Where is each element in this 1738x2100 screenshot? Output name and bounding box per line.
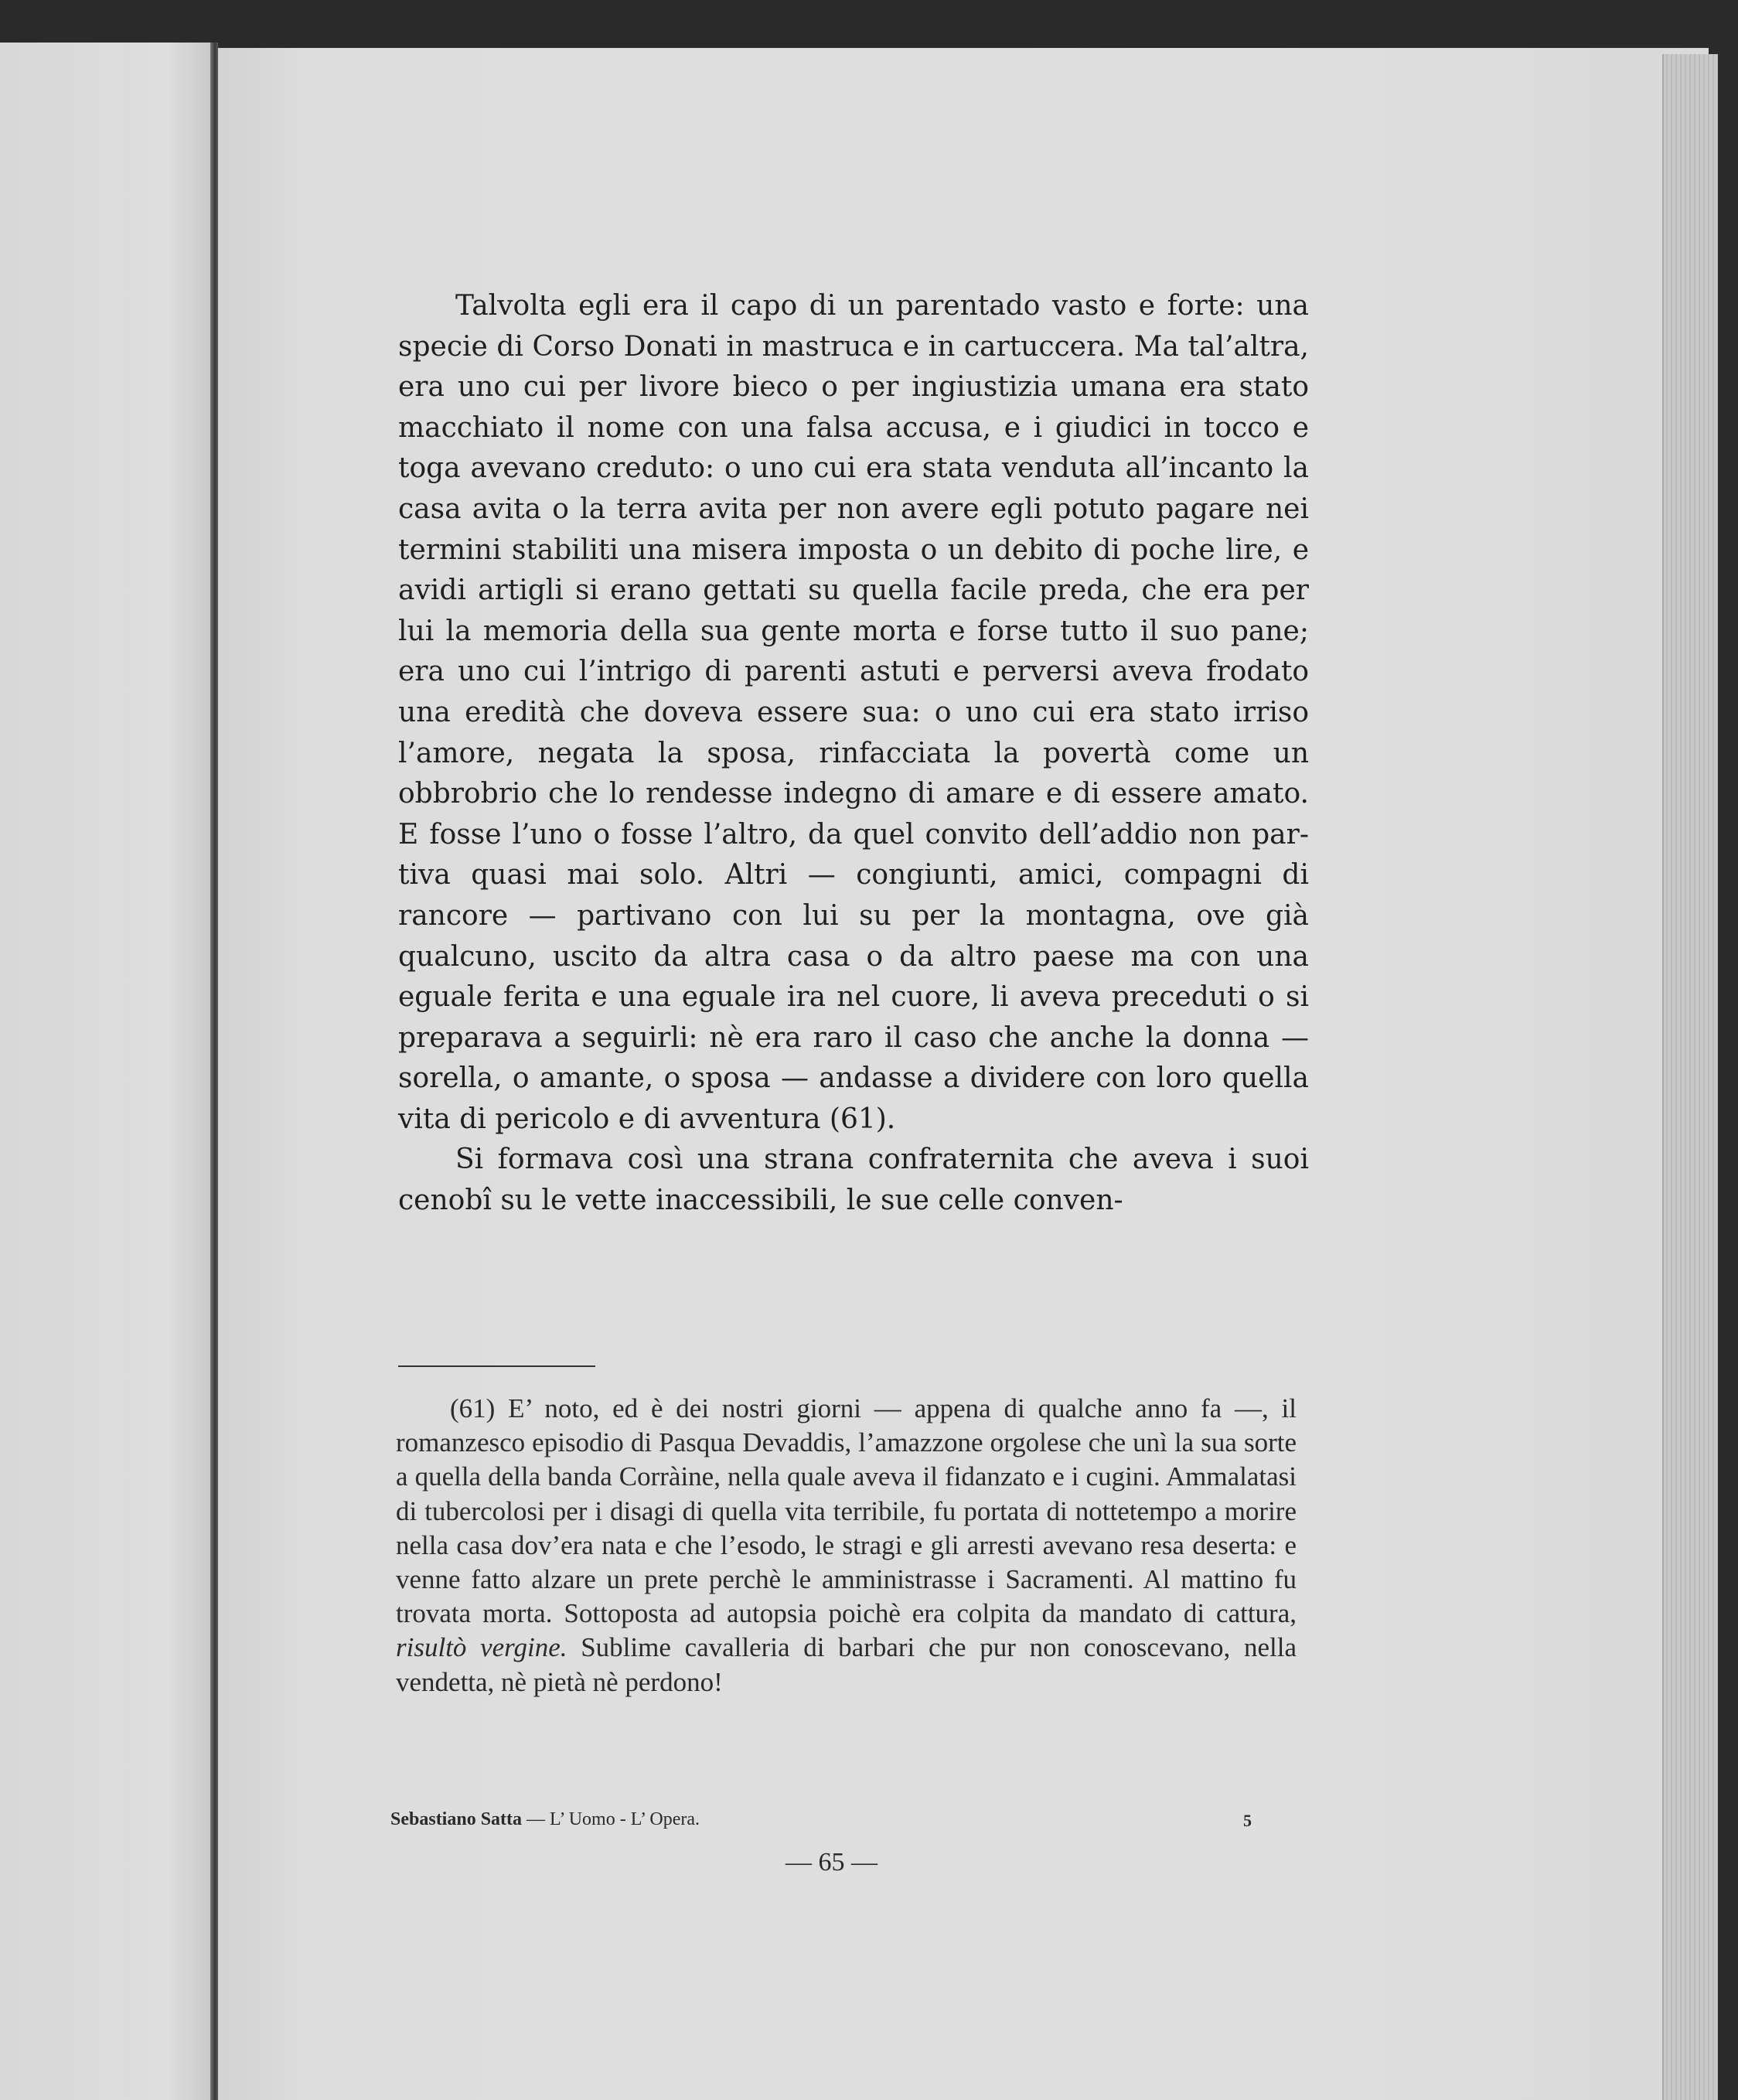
running-footer [390, 1809, 700, 1830]
footer-author: Sebastiano Satta [390, 1809, 523, 1829]
footnote [396, 1392, 1297, 1699]
footnote-rule [398, 1365, 595, 1367]
body-text [398, 286, 1309, 1222]
footnote-paragraph [396, 1392, 1297, 1699]
footer-title: — L’ Uomo - L’ Opera. [522, 1809, 700, 1829]
left-page-margin [0, 43, 210, 2100]
page-stack-edge [1662, 54, 1718, 2100]
book-gutter [210, 43, 218, 2100]
footnote-italic-text: risultò vergine. [396, 1632, 567, 1663]
body-paragraph-2: Si formava così una strana confraternita che aveva i suoi cenobî su le vette inaccessibili, le sue celle conven- [398, 1144, 1309, 1217]
footnote-text-after-italic: Sublime cavalleria di barbari che pur non conoscevano, nella vendetta, nè pietà nè perdono! [396, 1632, 1297, 1697]
signature-mark: 5 [1243, 1811, 1252, 1830]
page-number: — 65 — [786, 1848, 878, 1877]
footnote-text-before-italic: (61) E’ noto, ed è dei nostri giorni — appena di qualche anno fa —, il romanzesco episodio di Pasqua Devaddis, l’amazzone orgolese che unì la sua sorte a quella della banda Corràine, nella quale aveva il fidanzato e i cugini. Ammalatasi di tubercolosi per i disagi di quella vita terribile, fu portata di nottetempo a morire nella casa dov’era nata e che l’esodo, le stragi e gli arresti avevano resa deserta: e venne fatto alzare un prete perchè le amministrasse i Sacramenti. Al mattino fu trovata morta. Sottoposta ad autopsia poichè era colpita da mandato di cattura, [396, 1393, 1297, 1629]
body-paragraph-1: Talvolta egli era il capo di un parentado vasto e forte: una specie di Corso Donati in mastruca e in cartuccera. Ma tal’altra, era uno cui per livore bieco o per ingiustizia umana era stato macchiato il nome con una falsa accusa, e i giudici in tocco e toga avevano creduto: o uno cui era stata venduta all’incanto la casa avita o la terra avita per non avere egli potuto pagare nei termini stabiliti una misera imposta o un debito di poche lire, e avidi artigli si erano gettati su quella facile preda, che era per lui la memoria della sua gente morta e forse tutto il suo pane; era uno cui l’intrigo di parenti astuti e perversi aveva frodato una eredità che doveva essere sua: o uno cui era stato irriso l’amore, negata la sposa, rinfacciata la povertà come un obbrobrio che lo rendesse indegno di amare e di essere amato. E fosse l’uno o fosse l’altro, da quel convito dell’addio non partiva quasi mai solo. Altri — congiunti, amici, compagni di rancore — partivano con lui su per la montagna, ove già qualcuno, uscito da altra casa o da altro paese ma con una eguale ferita e una eguale ira nel cuore, li aveva preceduti o si preparava a seguirli: nè era raro il caso che anche la donna — sorella, o amante, o sposa — andasse a dividere con loro quella vita di pericolo e di avventura (61). [398, 290, 1309, 1135]
